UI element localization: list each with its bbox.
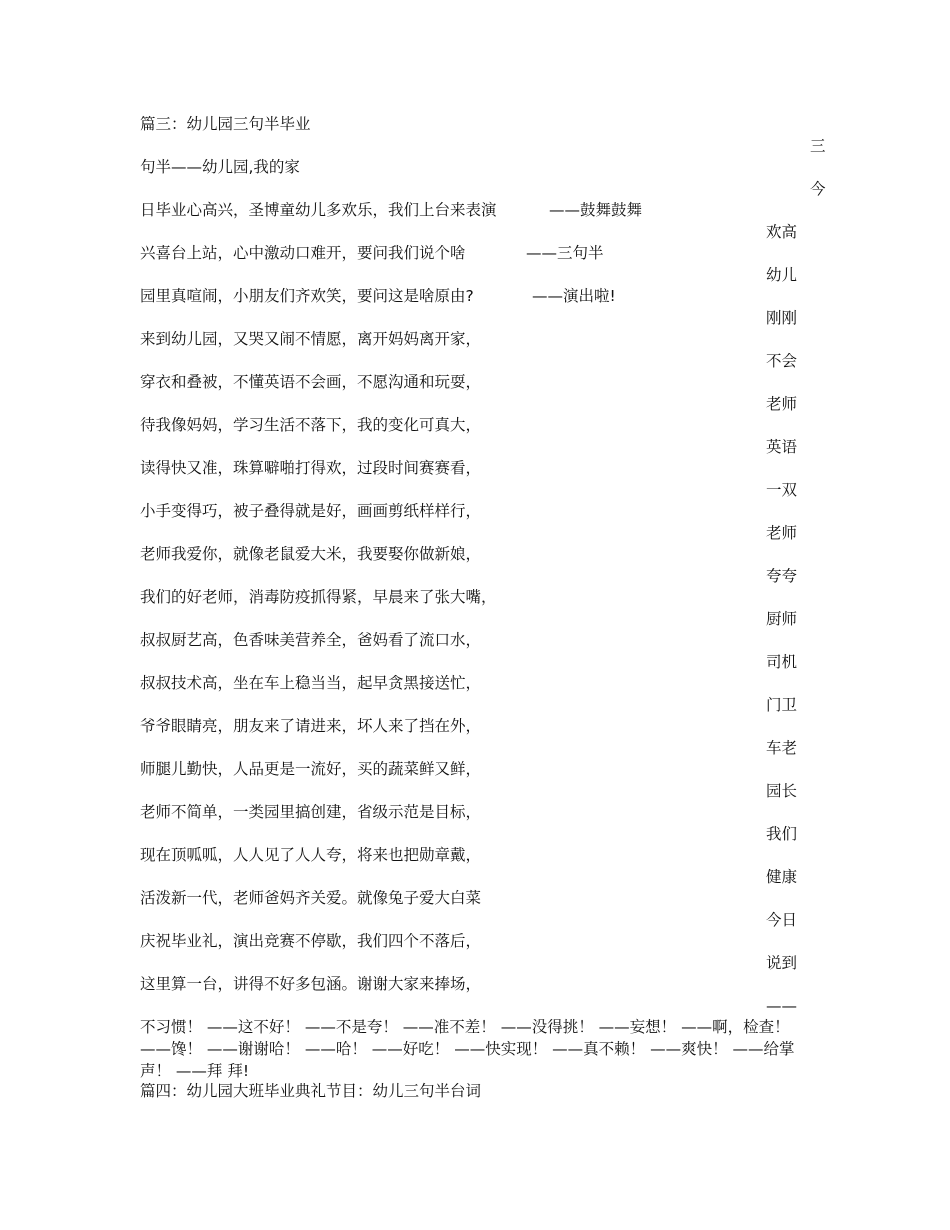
text-line: 兴喜台上站，心中激动口难开，要问我们说个啥 bbox=[140, 244, 466, 262]
right-column-fragment: 厨师 bbox=[766, 610, 798, 628]
line-tail: ——鼓舞鼓舞 bbox=[549, 201, 643, 219]
text-line: 来到幼儿园，又哭又闹不情愿，离开妈妈离开家， bbox=[140, 330, 482, 348]
right-column-fragment: 不会 bbox=[766, 352, 798, 370]
text-line: 现在顶呱呱，人人见了人人夸，将来也把勋章戴， bbox=[140, 846, 482, 864]
text-line: 这里算一台，讲得不好多包涵。谢谢大家来捧场， bbox=[140, 975, 482, 993]
text-line: 园里真喧闹，小朋友们齐欢笑，要问这是啥原由? bbox=[140, 287, 474, 305]
right-column-fragment: 车老 bbox=[766, 739, 798, 757]
text-line: 日毕业心高兴，圣博童幼儿多欢乐，我们上台来表演 bbox=[140, 201, 497, 219]
line-tail: ——三句半 bbox=[526, 244, 604, 262]
right-column-fragment: 司机 bbox=[766, 653, 798, 671]
right-column-fragment: 说到 bbox=[766, 954, 798, 972]
right-column-fragment: 刚刚 bbox=[766, 309, 798, 327]
text-line: 待我像妈妈，学习生活不落下，我的变化可真大， bbox=[140, 416, 482, 434]
right-column-fragment: 园长 bbox=[766, 782, 798, 800]
text-line: 老师我爱你，就像老鼠爱大米，我要娶你做新娘， bbox=[140, 545, 482, 563]
text-line: 读得快又准，珠算噼啪打得欢，过段时间赛赛看， bbox=[140, 459, 482, 477]
text-line: 穿衣和叠被，不懂英语不会画，不愿沟通和玩耍， bbox=[140, 373, 482, 391]
text-line: 我们的好老师，消毒防疫抓得紧，早晨来了张大嘴， bbox=[140, 588, 497, 606]
text-line: 爷爷眼睛亮，朋友来了请进来，坏人来了挡在外， bbox=[140, 717, 482, 735]
text-line: 活泼新一代，老师爸妈齐关爱。就像兔子爱大白菜 bbox=[140, 889, 482, 907]
subtitle: 句半——幼儿园,我的家 bbox=[140, 158, 300, 176]
line-tail: ——演出啦! bbox=[532, 287, 616, 305]
right-column-fragment: 三 bbox=[810, 137, 826, 155]
right-column-fragment: 今 bbox=[810, 180, 826, 198]
right-column-fragment: 欢高 bbox=[766, 223, 798, 241]
right-column-fragment: 今日 bbox=[766, 911, 798, 929]
text-line: 老师不简单，一类园里搞创建，省级示范是目标， bbox=[140, 803, 482, 821]
text-line: 师腿儿勤快，人品更是一流好，买的蔬菜鲜又鲜， bbox=[140, 760, 482, 778]
right-column-fragment: 我们 bbox=[766, 825, 798, 843]
right-column-fragment: 英语 bbox=[766, 438, 798, 456]
right-column-fragment: 一双 bbox=[766, 481, 798, 499]
text-line: 小手变得巧，被子叠得就是好，画画剪纸样样行， bbox=[140, 502, 482, 520]
right-column-fragment: —— bbox=[766, 997, 797, 1015]
text-line: 叔叔技术高，坐在车上稳当当，起早贪黑接送忙， bbox=[140, 674, 482, 692]
right-column-fragment: 健康 bbox=[766, 868, 798, 886]
text-line: 庆祝毕业礼，演出竞赛不停歇，我们四个不落后， bbox=[140, 932, 482, 950]
right-column-fragment: 老师 bbox=[766, 524, 798, 542]
closing-paragraph: 不习惯！ ——这不好！ ——不是夸！ ——准不差！ ——没得挑！ ——妄想！ ——啊，检查！ ——馋！ ——谢谢哈！ ——哈！ ——好吃！ ——快实现！ ——真不赖！ ——爽快！ ——给掌声！ ——拜 拜! bbox=[140, 1018, 795, 1080]
right-column-fragment: 老师 bbox=[766, 395, 798, 413]
right-column-fragment: 夸夸 bbox=[766, 567, 798, 585]
section-3-heading: 篇三：幼儿园三句半毕业 bbox=[140, 115, 311, 133]
right-column-fragment: 幼儿 bbox=[766, 266, 798, 284]
text-line: 叔叔厨艺高，色香味美营养全，爸妈看了流口水， bbox=[140, 631, 482, 649]
section-4-heading: 篇四：幼儿园大班毕业典礼节目：幼儿三句半台词 bbox=[140, 1082, 482, 1100]
right-column-fragment: 门卫 bbox=[766, 696, 798, 714]
